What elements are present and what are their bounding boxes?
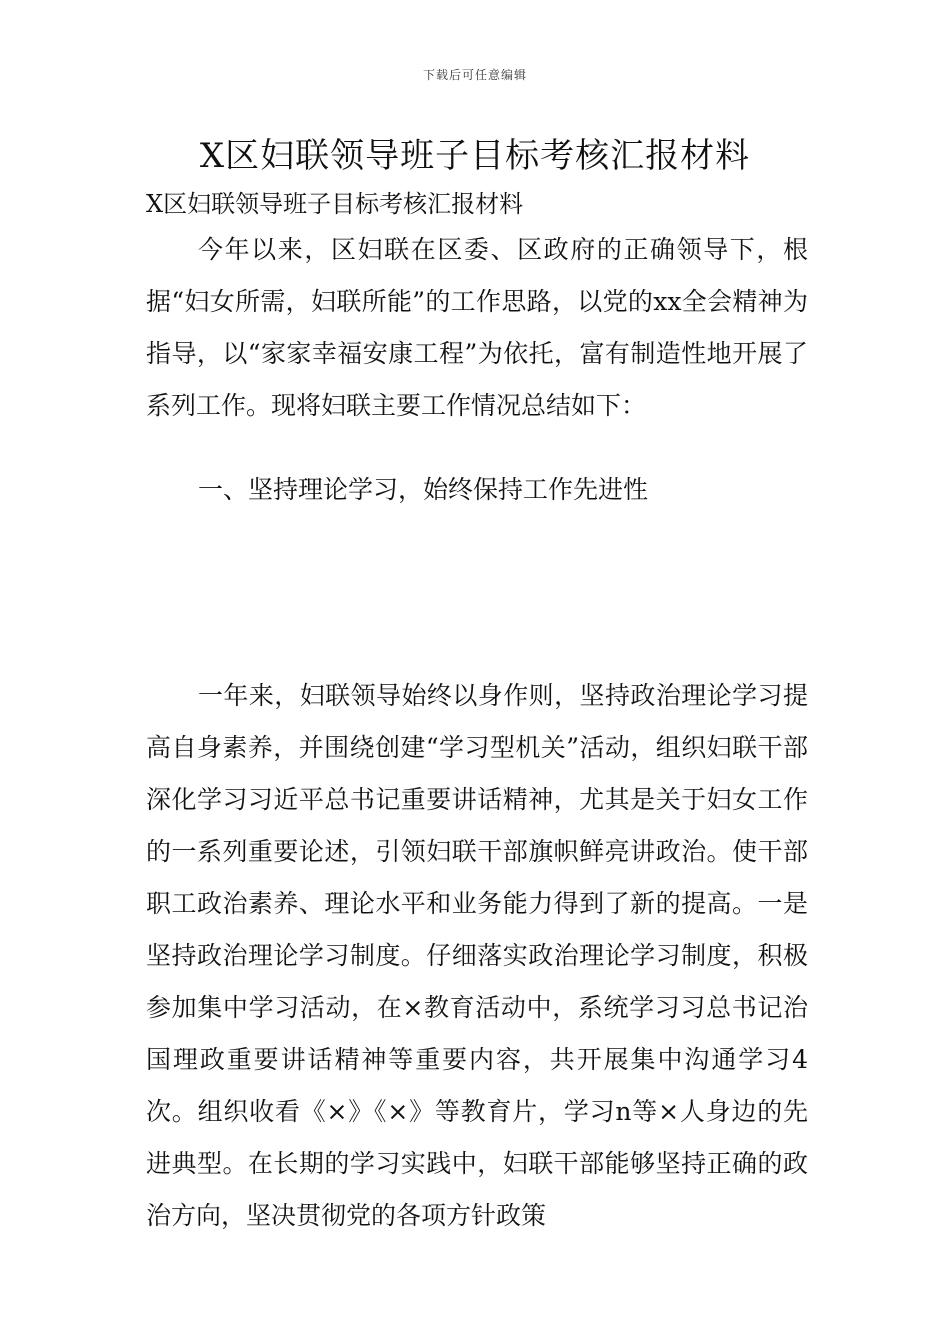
intro-paragraph: 今年以来，区妇联在区委、区政府的正确领导下，根据“妇女所需，妇联所能”的工作思路，以党的xx全会精神为指导，以“家家幸福安康工程”为依托，富有制造性地开展了系列工作。现将妇联主要工作情况总结如下： (146, 235, 808, 420)
document-title: X区妇联领导班子目标考核汇报材料 (199, 136, 751, 176)
body-paragraph: 一年来，妇联领导始终以身作则，坚持政治理论学习提高自身素养，并围绕创建“学习型机关”活动，组织妇联干部深化学习习近平总书记重要讲话精神，尤其是关于妇女工作的一系列重要论述，引领妇联干部旗帜鲜亮讲政治。使干部职工政治素养、理论水平和业务能力得到了新的提高。一是坚持政治理论学习制度。仔细落实政治理论学习制度，积极参加集中学习活动，在×教育活动中，系统学习习总书记治国理政重要讲话精神等重要内容，共开展集中沟通学习4次。组织收看《×》《×》等教育片，学习n等×人身边的先进典型。在长期的学习实践中，妇联干部能够坚持正确的政治方向，坚决贯彻党的各项方针政策 (146, 681, 808, 1230)
document-subtitle: X区妇联领导班子目标考核汇报材料 (146, 190, 524, 218)
section-heading-1: 一、坚持理论学习，始终保持工作先进性 (198, 475, 649, 504)
header-note: 下载后可任意编辑 (422, 68, 527, 82)
